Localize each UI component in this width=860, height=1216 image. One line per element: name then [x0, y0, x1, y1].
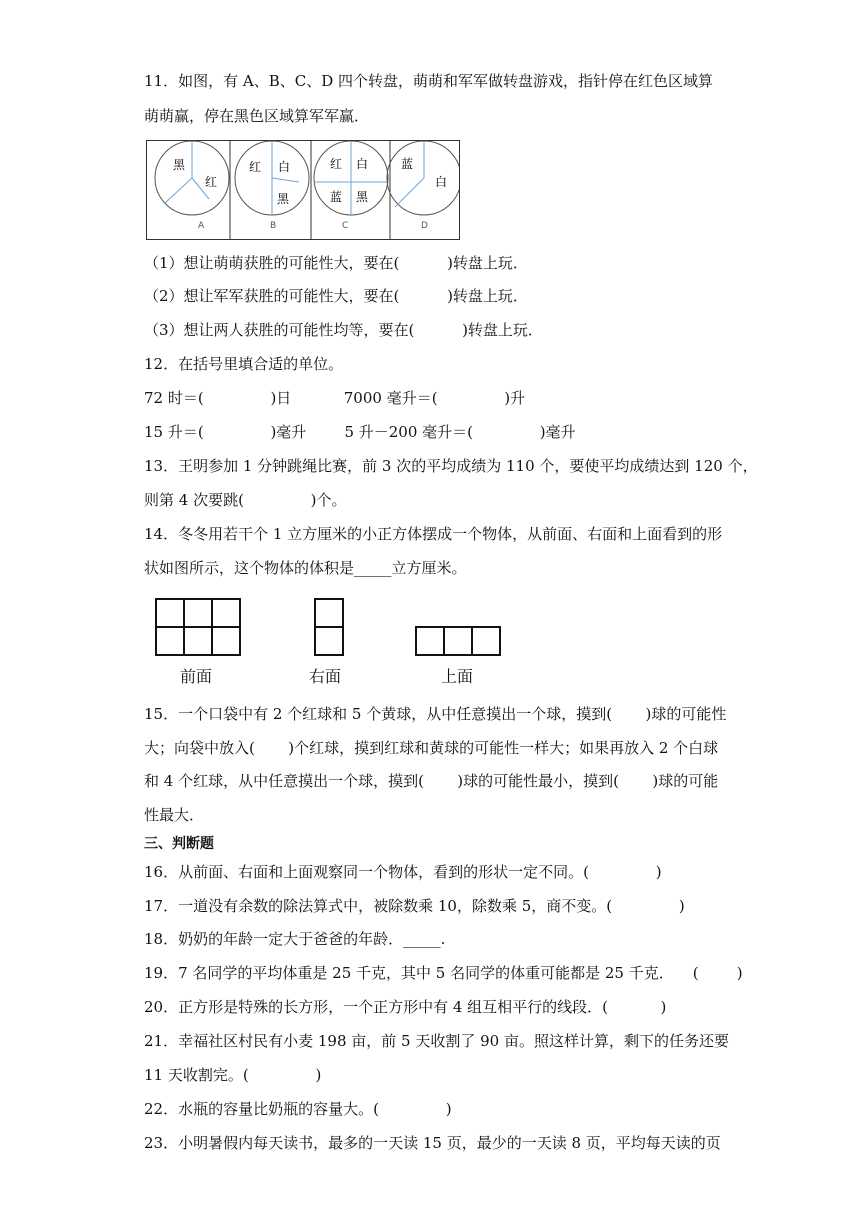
q11-line1: 11．如图，有 A、B、C、D 四个转盘，萌萌和军军做转盘游戏，指针停在红色区域算: [144, 72, 713, 90]
spinner-b-label-2: 白: [278, 160, 291, 174]
spinner-c: [314, 141, 388, 231]
q13-line2: 则第 4 次要跳( )个。: [144, 491, 347, 509]
q14-line1: 14．冬冬用若干个 1 立方厘米的小正方体摆成一个物体，从前面、右面和上面看到的形: [144, 525, 723, 543]
spinner-figure: [146, 140, 460, 240]
spinner-c-label-1: 红: [330, 157, 343, 171]
spinner-a: [155, 141, 229, 231]
q14-line2: 状如图所示，这个物体的体积是_____立方厘米。: [144, 559, 467, 577]
right-view: [315, 599, 343, 655]
q15-line4: 性最大．: [144, 806, 205, 824]
q21-line1: 21．幸福社区村民有小麦 198 亩，前 5 天收割了 90 亩。照这样计算，剩下的任务还要: [144, 1032, 729, 1050]
spinner-a-letter: A: [198, 221, 205, 231]
q11-sub3: （3）想让两人获胜的可能性均等，要在( )转盘上玩．: [144, 321, 543, 339]
spinner-c-label-4: 黑: [356, 190, 369, 204]
spinner-b-label-1: 红: [249, 160, 262, 174]
q11-line2: 萌萌赢，停在黑色区域算军军赢．: [144, 107, 370, 125]
spinner-b-label-3: 黑: [277, 192, 290, 206]
q13-line1: 13．王明参加 1 分钟跳绳比赛，前 3 次的平均成绩为 110 个，要使平均成绩达到 120 个，: [144, 457, 758, 475]
q11-sub1: （1）想让萌萌获胜的可能性大，要在( )转盘上玩．: [144, 254, 528, 272]
q21-line2: 11 天收割完。( ): [144, 1066, 322, 1084]
spinner-b-letter: B: [270, 221, 277, 231]
q22: 22．水瓶的容量比奶瓶的容量大。( ): [144, 1100, 452, 1118]
front-view-label: 前面: [180, 667, 213, 686]
q15-line1: 15．一个口袋中有 2 个红球和 5 个黄球，从中任意摸出一个球，摸到( )球的可能性: [144, 705, 727, 723]
q17: 17．一道没有余数的除法算式中，被除数乘 10，除数乘 5，商不变。( ): [144, 897, 685, 915]
spinner-d: [387, 141, 459, 231]
spinners-svg: [147, 141, 459, 239]
q18: 18．奶奶的年龄一定大于爸爸的年龄．_____.: [144, 930, 446, 948]
spinner-c-letter: C: [342, 221, 349, 231]
spinner-a-label-1: 黑: [173, 158, 186, 172]
spinner-b: [235, 141, 309, 231]
section-3-heading: 三、判断题: [144, 836, 214, 852]
q12-line3: 15 升＝( )毫升 5 升－200 毫升＝( )毫升: [144, 423, 576, 441]
top-view-label: 上面: [441, 667, 474, 686]
q11-sub2: （2）想让军军获胜的可能性大，要在( )转盘上玩．: [144, 287, 528, 305]
front-view: [156, 599, 240, 655]
q23: 23．小明暑假内每天读书，最多的一天读 15 页，最少的一天读 8 页，平均每天读的页: [144, 1134, 721, 1152]
spinner-c-label-2: 白: [356, 157, 369, 171]
q15-line3: 和 4 个红球，从中任意摸出一个球，摸到( )球的可能性最小，摸到( )球的可能: [144, 772, 719, 790]
q12-line1: 12．在括号里填合适的单位。: [144, 355, 344, 373]
spinner-c-label-3: 蓝: [330, 190, 343, 204]
top-view: [416, 627, 500, 655]
q19: 19．7 名同学的平均体重是 25 千克，其中 5 名同学的体重可能都是 25 千克． ( ): [144, 964, 743, 982]
spinner-d-label-2: 白: [435, 175, 448, 189]
q16: 16．从前面、右面和上面观察同一个物体，看到的形状一定不同。( ): [144, 863, 662, 881]
spinner-d-label-1: 蓝: [401, 157, 414, 171]
q15-line2: 大；向袋中放入( )个红球，摸到红球和黄球的可能性一样大；如果再放入 2 个白球: [144, 739, 719, 757]
cube-views: [150, 592, 520, 662]
q20: 20．正方形是特殊的长方形，一个正方形中有 4 组互相平行的线段．( ): [144, 998, 667, 1016]
right-view-label: 右面: [309, 667, 342, 686]
spinner-a-label-2: 红: [205, 175, 218, 189]
spinner-d-letter: D: [421, 221, 428, 231]
q12-line2: 72 时＝( )日 7000 毫升＝( )升: [144, 389, 526, 407]
